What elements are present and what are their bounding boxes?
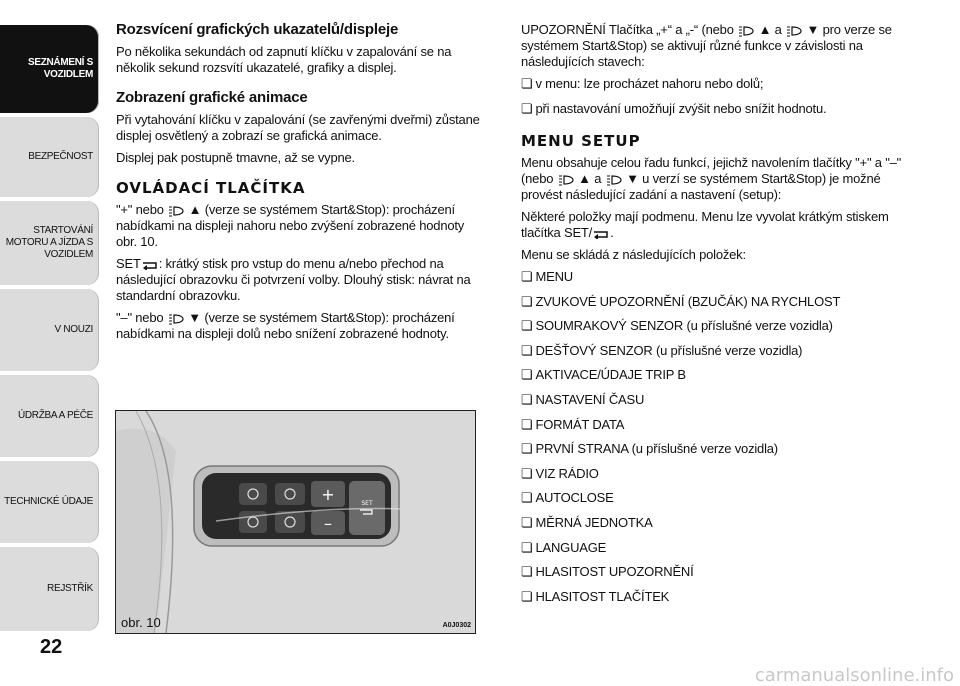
text: u verzí se systémem Start&Stop) je možné provést následující zadání a nastavení (setup):	[521, 171, 881, 202]
text: (verze se systémem Start&Stop): procházení nabídkami na displeji nahoru nebo zvýšení zobrazené hodnoty obr. 10.	[116, 202, 465, 249]
tab-v-nouzi[interactable]: V NOUZI	[0, 289, 99, 371]
menu-list-item: ❏ AUTOCLOSE	[521, 490, 916, 506]
text: UPOZORNĚNÍ Tlačítka „+“ a „-“ (nebo	[521, 22, 734, 37]
menu-list-item: ❏ MENU	[521, 269, 916, 285]
menu-list-item: ❏ LANGUAGE	[521, 540, 916, 556]
paragraph-set	[116, 256, 486, 304]
lever-icon	[605, 174, 623, 186]
triangle-down-icon: ▼	[806, 22, 820, 37]
text: Menu obsahuje celou řadu funkcí, jejichž navolením tlačítky "+" a "–" (nebo	[521, 155, 902, 186]
lever-icon	[785, 25, 803, 37]
text: : krátký stisk pro vstup do menu a/nebo přechod na následující obrazovku či potvrzení volby. Dlouhý stisk: návrat na standardní obrazovku.	[116, 256, 471, 303]
menu-list-item: ❏ ZVUKOVÉ UPOZORNĚNÍ (BZUČÁK) NA RYCHLOST	[521, 294, 916, 310]
lever-icon	[167, 313, 185, 325]
control-panel-illustration	[116, 411, 475, 633]
fog-light-front-button	[239, 483, 267, 505]
menu-items-list	[521, 269, 916, 605]
tab-technicke-udaje[interactable]: TECHNICKÉ ÚDAJE	[0, 461, 99, 543]
return-arrow-icon	[141, 260, 159, 270]
figure-code: A0J0302	[442, 622, 471, 629]
left-column	[116, 22, 486, 348]
triangle-up-icon: ▲	[188, 202, 202, 217]
text: (verze se systémem Start&Stop): procházení nabídkami na displeji dolů nebo snížení zobrazené hodnoty.	[116, 310, 455, 341]
text: "–" nebo	[116, 310, 164, 325]
text: Některé položky mají podmenu. Menu lze vyvolat krátkým stiskem tlačítka SET/	[521, 209, 889, 240]
page-number: 22	[40, 636, 63, 658]
paragraph: Displej pak postupně tmavne, až se vypne.	[116, 150, 355, 165]
menu-list-item: ❏ HLASITOST UPOZORNĚNÍ	[521, 564, 916, 580]
lever-icon	[737, 25, 755, 37]
menu-list-item: ❏ FORMÁT DATA	[521, 417, 916, 433]
paragraph-menu	[521, 155, 916, 203]
list-item: ❏ v menu: lze procházet nahoru nebo dolů;	[521, 76, 916, 92]
triangle-up-icon: ▲	[758, 22, 772, 37]
paragraph-submenu	[521, 209, 916, 241]
list-item: ❏ při nastavování umožňují zvýšit nebo snížit hodnotu.	[521, 101, 916, 117]
section-title: MENU SETUP	[521, 132, 641, 150]
tab-rejstrik[interactable]: REJSTŘÍK	[0, 547, 99, 631]
paragraph: Po několika sekundách od zapnutí klíčku v zapalování se na několik sekund rozsvítí ukazatelé, grafiky a displej.	[116, 44, 452, 75]
text: a	[774, 22, 782, 37]
figure-caption: obr. 10	[121, 615, 161, 630]
right-column	[521, 22, 916, 613]
tab-seznameni[interactable]: SEZNÁMENÍ S VOZIDLEM	[0, 25, 99, 113]
tab-udrzba[interactable]: ÚDRŽBA A PÉČE	[0, 375, 99, 457]
paragraph-minus	[116, 310, 486, 342]
menu-list-item: ❏ HLASITOST TLAČÍTEK	[521, 589, 916, 605]
menu-list-item: ❏ SOUMRAKOVÝ SENZOR (u příslušné verze vozidla)	[521, 318, 916, 334]
plus-label: +	[321, 485, 335, 504]
heading-rozsviceni: Rozsvícení grafických ukazatelů/displeje	[116, 21, 399, 38]
text: "+" nebo	[116, 202, 164, 217]
triangle-down-icon: ▼	[626, 171, 639, 186]
text: .	[610, 225, 614, 240]
heading-animace: Zobrazení grafické animace	[116, 89, 308, 106]
set-label: SET	[361, 500, 373, 507]
paragraph: Menu se skládá z následujících položek:	[521, 247, 746, 262]
minus-label: –	[324, 514, 332, 533]
lever-icon	[557, 174, 575, 186]
lever-icon	[167, 205, 185, 217]
triangle-up-icon: ▲	[578, 171, 591, 186]
paragraph-warning	[521, 22, 916, 70]
section-title: OVLÁDACÍ TLAČÍTKA	[116, 179, 306, 197]
figure-control-panel	[115, 410, 476, 634]
menu-list-item: ❏ MĚRNÁ JEDNOTKA	[521, 515, 916, 531]
footer-watermark: carmanualsonline.info	[754, 665, 954, 686]
tab-startovani[interactable]: STARTOVÁNÍ MOTORU A JÍZDA S VOZIDLEM	[0, 201, 99, 285]
paragraph: Při vytahování klíčku v zapalování (se zavřenými dveřmi) zůstane displej osvětlený a zobrazí se grafická animace.	[116, 112, 480, 143]
menu-list-item: ❏ NASTAVENÍ ČASU	[521, 392, 916, 408]
return-arrow-icon	[592, 229, 610, 239]
text: pro verze se systémem Start&Stop) se aktivují různé funkce v závislosti na následujících stavech:	[521, 22, 892, 69]
menu-list-item: ❏ AKTIVACE/ÚDAJE TRIP B	[521, 367, 916, 383]
text: SET	[116, 256, 141, 271]
menu-list-item: ❏ DEŠŤOVÝ SENZOR (u příslušné verze vozidla)	[521, 343, 916, 359]
text: a	[594, 171, 602, 186]
paragraph-plus	[116, 202, 486, 250]
fog-light-rear-button	[275, 483, 305, 505]
menu-list-item: ❏ VIZ RÁDIO	[521, 466, 916, 482]
menu-list-item: ❏ PRVNÍ STRANA (u příslušné verze vozidla)	[521, 441, 916, 457]
triangle-down-icon: ▼	[188, 310, 201, 325]
tab-bezpecnost[interactable]: BEZPEČNOST	[0, 117, 99, 197]
